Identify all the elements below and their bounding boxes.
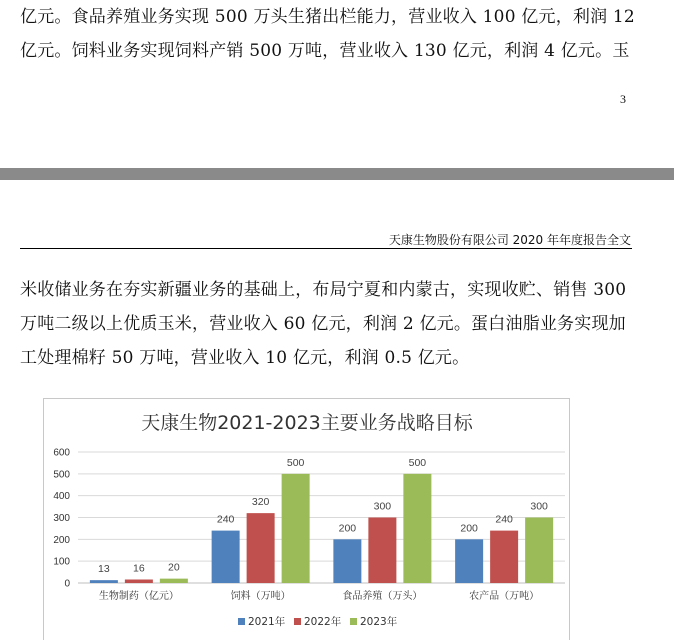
body-paragraph-1: 亿元。食品养殖业务实现 500 万头生猪出栏能力，营业收入 100 亿元，利润 12 亿元。饲料业务实现饲料产销 500 万吨，营业收入 130 亿元，利润 4 亿元。玉 <box>20 7 635 61</box>
body-paragraph-2: 米收储业务在夯实新疆业务的基础上，布局宁夏和内蒙古，实现收贮、销售 300 万吨二级以上优质玉米，营业收入 60 亿元，利润 2 亿元。蛋白油脂业务实现加工处理棉籽 50 万吨，营业收入 10 亿元，利润 0.5 亿元。 <box>20 280 627 368</box>
bar <box>403 474 431 583</box>
running-header: 天康生物股份有限公司 2020 年年度报告全文 <box>388 233 631 247</box>
data-label: 16 <box>133 562 145 575</box>
bar <box>160 579 188 583</box>
bar <box>333 539 361 583</box>
y-tick-label: 200 <box>53 534 70 546</box>
bar <box>525 518 553 584</box>
data-label: 500 <box>286 456 305 469</box>
header-rule <box>20 248 632 249</box>
legend-label: 2023年 <box>360 616 398 628</box>
y-tick-label: 0 <box>64 578 70 590</box>
bar <box>368 518 396 584</box>
y-tick-label: 500 <box>53 469 70 481</box>
y-tick-label: 600 <box>53 447 70 459</box>
y-tick-label: 400 <box>53 491 70 503</box>
y-tick-label: 300 <box>53 513 70 524</box>
bar-chart <box>44 399 571 641</box>
bar <box>490 531 518 583</box>
data-label: 240 <box>495 513 513 526</box>
chart-frame <box>43 398 570 640</box>
legend-label: 2021年 <box>248 616 286 628</box>
page-number: 3 <box>620 92 626 106</box>
bar <box>90 580 118 583</box>
data-label: 320 <box>251 496 270 509</box>
legend-label: 2022年 <box>304 616 342 628</box>
data-label: 240 <box>216 513 235 526</box>
legend-swatch <box>350 618 357 625</box>
bar <box>282 474 310 583</box>
data-label: 20 <box>168 561 180 574</box>
chart-title: 天康生物2021-2023主要业务战略目标 <box>141 412 473 434</box>
bar <box>455 539 483 583</box>
legend-swatch <box>294 618 301 625</box>
data-label: 13 <box>98 563 110 576</box>
legend-swatch <box>238 618 245 625</box>
data-label: 300 <box>530 500 548 513</box>
page-break-gap <box>0 168 674 180</box>
y-tick-label: 100 <box>53 556 70 568</box>
data-label: 200 <box>338 522 357 535</box>
category-label: 生物制药（亿元） <box>98 591 179 602</box>
bar <box>212 531 240 583</box>
category-label: 饲料（万吨） <box>230 591 291 602</box>
data-label: 300 <box>373 500 392 513</box>
data-label: 500 <box>408 456 427 469</box>
category-label: 农产品（万吨） <box>469 591 540 602</box>
bar <box>247 513 275 583</box>
bar <box>125 580 153 583</box>
category-label: 食品养殖（万头） <box>342 591 423 602</box>
data-label: 200 <box>460 522 478 535</box>
